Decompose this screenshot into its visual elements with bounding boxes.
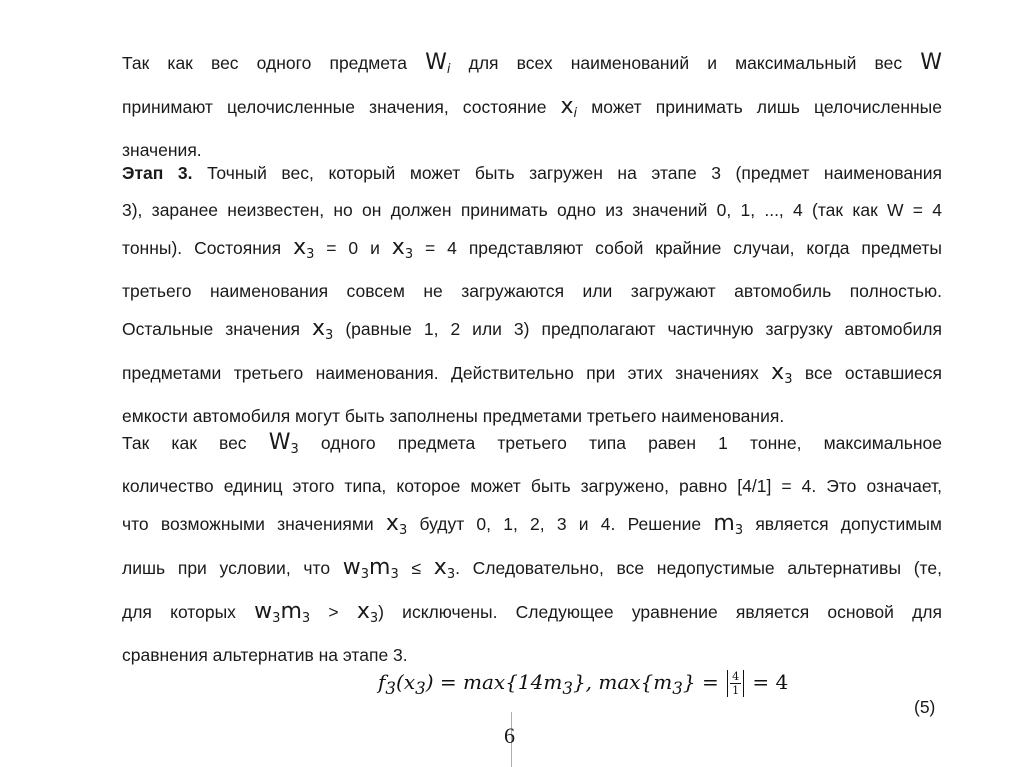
variable-x3: x3: [385, 511, 408, 538]
paragraph-3: [122, 424, 942, 674]
text-run: Так как вес одного предмета: [122, 53, 407, 73]
variable-x3: x3: [356, 599, 379, 626]
variable-w3m3: w3m3: [342, 555, 399, 582]
text-run: Точный вес, который может быть загружен на этапе 3 (предмет наименования: [207, 163, 943, 183]
variable-w-i: Wi: [425, 50, 451, 77]
paragraph-1-line-1: [122, 44, 942, 88]
variable-x3: x3: [771, 360, 793, 387]
paragraph-2-line-2: 3), заранее неизвестен, но он должен принимать одно из значений 0, 1, ..., 4 (так как W = 4: [122, 200, 942, 220]
paragraph-2-line-5: Остальные значения x3 (равные 1, 2 или 3) предполагают частичную загрузку автомобиля: [122, 316, 942, 343]
paragraph-3-line-1: Так как вес W3 одного предмета третьего типа равен 1 тонне, максимальное: [122, 430, 942, 457]
variable-x3: x3: [293, 235, 315, 262]
paragraph-3-line-4: лишь при условии, что w3m3 ≤ x3. Следовательно, все недопустимые альтернативы (те,: [122, 555, 942, 582]
page-number: 6: [504, 723, 515, 748]
variable-w3m3: w3m3: [254, 599, 311, 626]
paragraph-3-line-2: количество единиц этого типа, которое может быть загружено, равно [4/1] = 4. Это означает,: [122, 476, 942, 496]
equation-number: (5): [914, 697, 936, 717]
paragraph-1-line-2: [122, 88, 942, 132]
stage-label: Этап 3.: [122, 163, 193, 183]
paragraph-3-line-5: для которых w3m3 > x3) исключены. Следующее уравнение является основой для: [122, 599, 942, 626]
paragraph-2-line-6: предметами третьего наименования. Действительно при этих значениях x3 все оставшиеся: [122, 360, 942, 387]
paragraph-2-line-4: третьего наименования совсем не загружаются или загружают автомобиль полностью.: [122, 281, 942, 301]
variable-x-i: xi: [560, 94, 578, 121]
paragraph-3-line-3: что возможными значениями x3 будут 0, 1, 2, 3 и 4. Решение m3 является допустимым: [122, 511, 942, 538]
variable-x3: x3: [433, 555, 456, 582]
variable-x3: x3: [391, 235, 414, 262]
text-run: для всех наименований и максимальный вес: [468, 53, 903, 73]
paragraph-2-line-7: емкости автомобиля могут быть заполнены предметами третьего наименования.: [122, 406, 785, 426]
text-run: принимают целочисленные значения, состояние: [122, 97, 547, 117]
fraction: $\frac{4}{1}$: [727, 670, 744, 697]
variable-w3: W3: [268, 430, 299, 457]
variable-x3: x3: [312, 316, 334, 343]
paragraph-2-line-3: тонны). Состояния x3 = 0 и x3 = 4 представляют собой крайние случаи, когда предметы: [122, 235, 942, 262]
paragraph-1-line-3: значения.: [122, 140, 202, 160]
paragraph-1: [122, 44, 942, 169]
formula-5: $f_3(x_3) = \max\{14m_3\}$, $\max\{m_3\}$ = $\frac{4}{1}$ = 4: [378, 670, 789, 698]
paragraph-3-line-6: сравнения альтернатив на этапе 3.: [122, 645, 408, 665]
text-run: может принимать лишь целочисленные: [591, 97, 942, 117]
paragraph-2-line-1: [122, 155, 942, 192]
variable-m3: m3: [713, 511, 744, 538]
variable-w: W: [920, 50, 942, 75]
paragraph-2: [122, 155, 942, 435]
